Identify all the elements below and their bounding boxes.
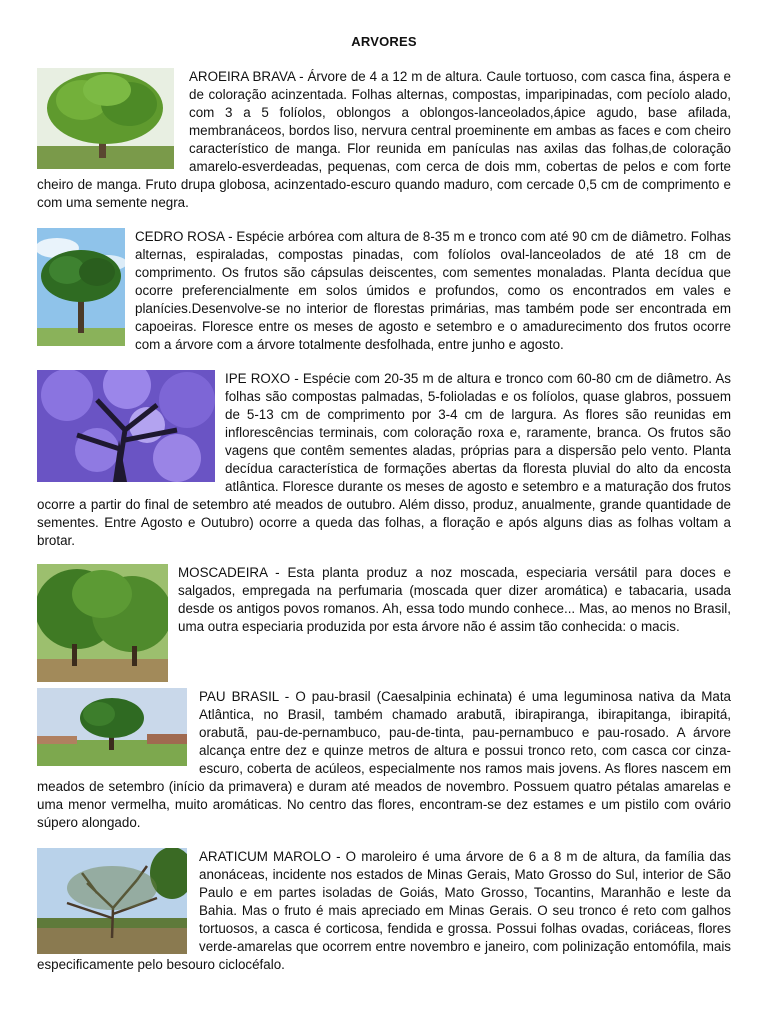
entry-text: PAU BRASIL - O pau-brasil (Caesalpinia echinata) é uma leguminosa nativa da Mata Atlântica, no Brasil, também chamado arabutã, ibirapiranga, ibirapitanga, ibirapitá, orabutã, pau-de-pernambuco, pau-de-tinta, pau-pernambuco e pau-rosado. A árvore alcança entre dez e quinze metros de altura e possui tronco reto, com casca cor cinza-escuro, coberta de acúleos, especialmente nos ramos mais jovens. As flores nascem em meados de setembro (início da primavera) e duram até meados de novembro. Possuem quatro pétalas amarelas e uma menor vermelha, muito aromáticas. No centro das flores, encontram-se dez estames e um pistilo com ovário súpero alongado. bbox=[37, 689, 731, 830]
entry-text: IPE ROXO - Espécie com 20-35 m de altura e tronco com 60-80 cm de diâmetro. As folhas são compostas palmadas, 5-folioladas e os folíolos, quase glabros, possuem de 5-13 cm de comprimento por 3-4 cm de largura. As flores são reunidas em inflorescências terminais, com coloração roxa e, raramente, branca. Os frutos são vagens que contêm sementes aladas, próprias para a dispersão pelo vento. Planta decídua característica de formações abertas da floresta pluvial do alto da encosta atlântica. Floresce durante os meses de agosto e setembro e a maturação dos frutos ocorre a partir do final de setembro até meados de outubro. Além disso, produz, anualmente, grande quantidade de sementes. Entre Agosto e Outubro) ocorre a queda das folhas, a floração e após alguns dias as folhas voltam a brotar. bbox=[37, 371, 731, 548]
entry-cedro-rosa bbox=[37, 228, 731, 354]
tree-photo-aroeira bbox=[37, 68, 174, 169]
page-title: ARVORES bbox=[351, 34, 417, 49]
tree-photo-moscadeira bbox=[37, 564, 168, 682]
entry-text: AROEIRA BRAVA - Árvore de 4 a 12 m de altura. Caule tortuoso, com casca fina, áspera e de coloração acinzentada. Folhas alternas, compostas, imparipinadas, com pecíolo alado, com 3 a 5 folíolos, oblongos a oblongos-lanceolados,ápice agudo, base afilada, membranáceos, bordos liso, nervura central proeminente em ambas as faces e com cheiro característico de manga. Flor reunida em panículas nas axilas das folhas,de coloração amarelo-esverdeadas, pequenas, com cerca de dois mm, cobertas de pelos e com forte cheiro de manga. Fruto drupa globosa, acinzentado-escuro quando maduro, com cercade 0,5 cm de comprimento e com uma semente negra. bbox=[37, 69, 731, 210]
entry-moscadeira bbox=[37, 564, 731, 684]
tree-photo-pau-brasil bbox=[37, 688, 187, 766]
entry-pau-brasil bbox=[37, 688, 731, 832]
entry-text: ARATICUM MAROLO - O maroleiro é uma árvore de 6 a 8 m de altura, da família das anonáceas, incidente nos estados de Minas Gerais, Mato Grosso do Sul, interior de São Paulo e em partes isoladas de Goiás, Mato Grosso, Tocantins, Maranhão e leste da Bahia. Mas o fruto é mais apreciado em Minas Gerais. O seu tronco é reto com galhos tortuosos, a casca é corticosa, fendida e grossa. Possui folhas ovadas, coriáceas, flores verde-amarelas que ocorrem entre novembro e janeiro, com polinização entomófila, mais especificamente pelo besouro ciclocéfalo. bbox=[37, 849, 731, 972]
entry-aroeira-brava bbox=[37, 68, 731, 212]
tree-photo-ipe bbox=[37, 370, 215, 482]
entry-text: MOSCADEIRA - Esta planta produz a noz moscada, especiaria versátil para doces e salgados, empregada na perfumaria (moscada quer dizer aromática) e tabacaria, usada desde os antigos povos romanos. Ah, essa todo mundo conhece... Mas, ao menos no Brasil, uma outra especiaria produzida por esta árvore não é assim tão conhecida: o macis. bbox=[178, 565, 731, 634]
entry-araticum-marolo bbox=[37, 848, 731, 974]
entry-text: CEDRO ROSA - Espécie arbórea com altura de 8-35 m e tronco com até 90 cm de diâmetro. Folhas alternas, espiraladas, compostas pinadas, com folíolos oval-lanceolados de até 18 cm de comprimento. Os frutos são cápsulas deiscentes, com sementes monaladas. Planta decídua que ocorre preferencialmente em solos úmidos e profundos, como os encontrados em vales e planícies.Desenvolve-se no interior de florestas primárias, mas também pode ser encontrada em capoeiras. Floresce entre os meses de agosto e setembro e o amadurecimento dos frutos ocorre com a árvore com a árvore totalmente desfolhada, entre junho e agosto. bbox=[135, 229, 731, 352]
entry-ipe-roxo bbox=[37, 370, 731, 550]
tree-photo-cedro bbox=[37, 228, 125, 346]
tree-photo-araticum bbox=[37, 848, 187, 954]
